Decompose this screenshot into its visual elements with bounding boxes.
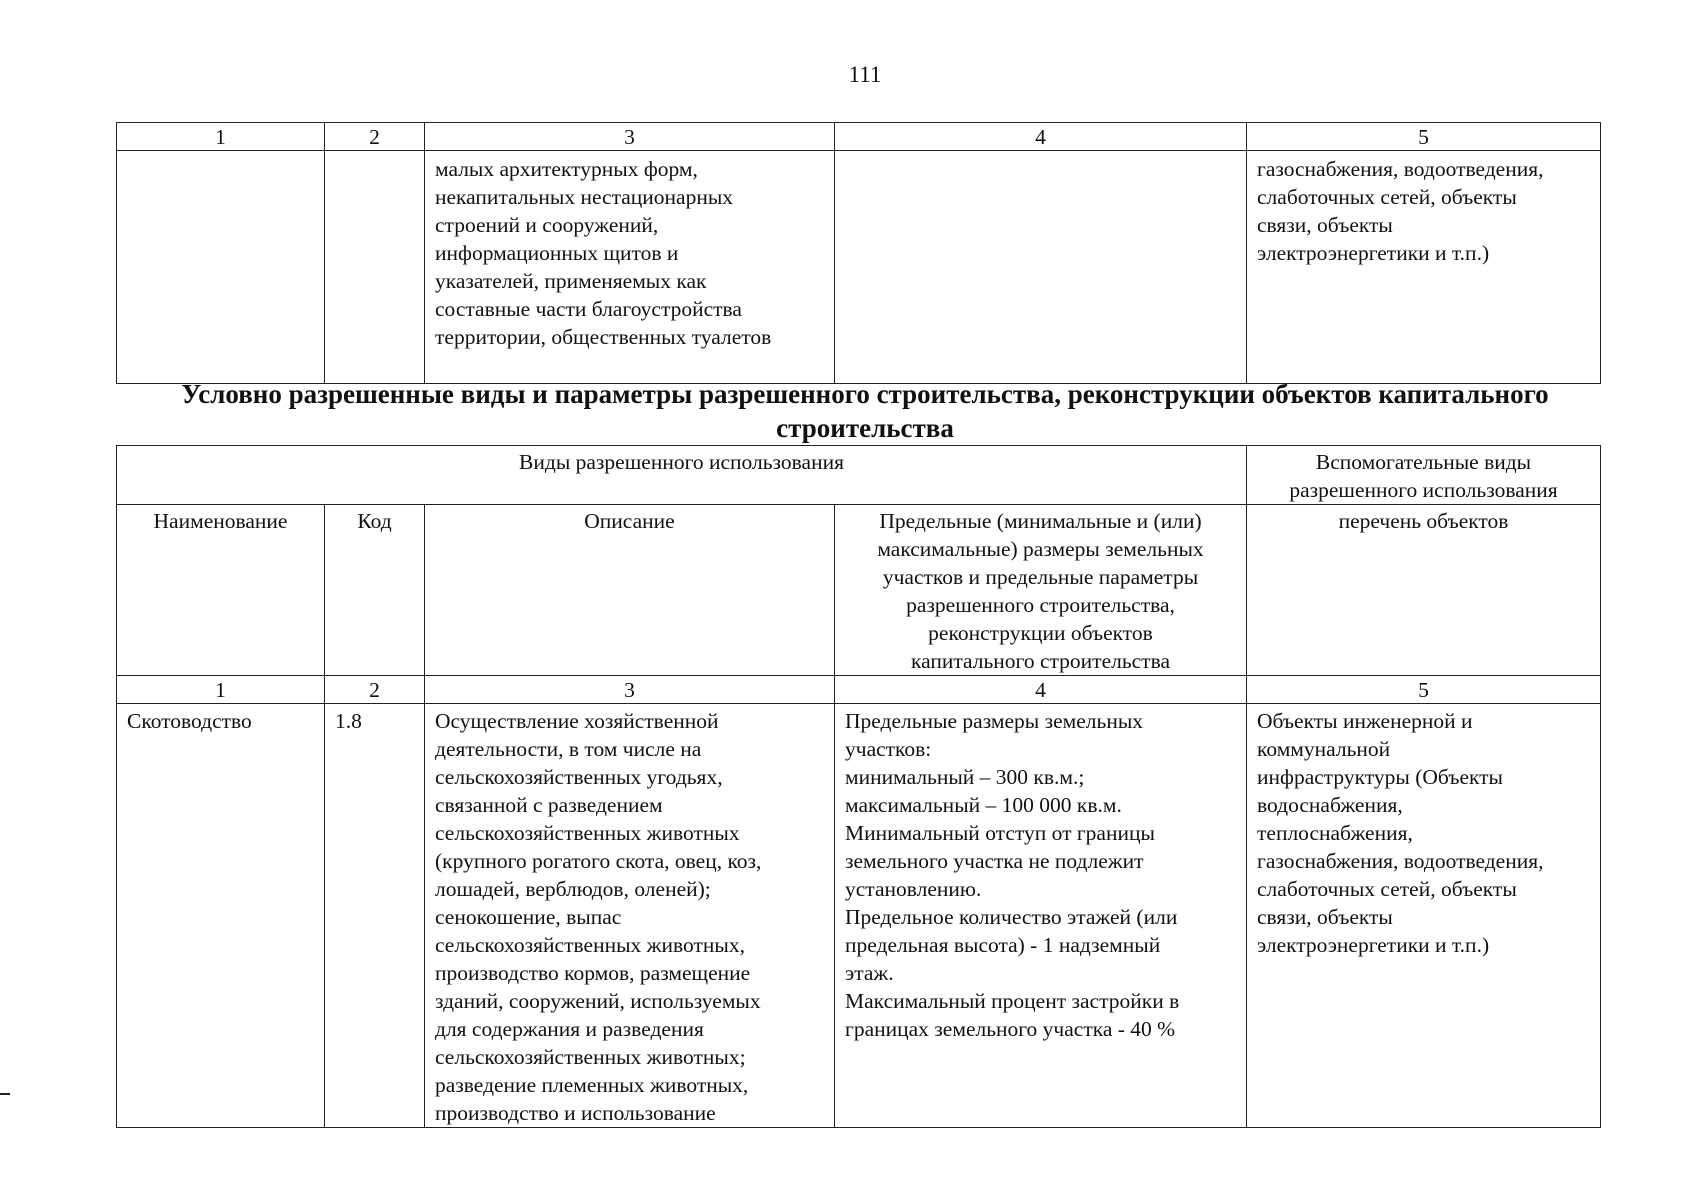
description-cell: малых архитектурных форм, некапитальных нестационарных строений и сооружений, информационных щитов и указателей, применяемых как составные части благоустройства территории, общественных туалетов — [425, 151, 835, 384]
code-cell: 1.8 — [325, 704, 425, 1128]
parameters-header: Предельные (минимальные и (или) максимальные) размеры земельных участков и предельные параметры разрешенного строительства, реконструкции объектов капитального строительства — [835, 505, 1247, 676]
column-number: 2 — [325, 676, 425, 704]
name-cell — [117, 151, 325, 384]
column-number-row — [117, 676, 1601, 704]
column-number: 3 — [425, 123, 835, 151]
column-number: 4 — [835, 123, 1247, 151]
permitted-uses-header: Виды разрешенного использования — [117, 446, 1247, 505]
name-cell: Скотоводство — [117, 704, 325, 1128]
column-header-row — [117, 505, 1601, 676]
table-row — [117, 151, 1601, 384]
code-header: Код — [325, 505, 425, 676]
continuation-table — [116, 122, 1601, 384]
column-number: 4 — [835, 676, 1247, 704]
group-header-row — [117, 446, 1601, 505]
name-header: Наименование — [117, 505, 325, 676]
description-header: Описание — [425, 505, 835, 676]
margin-mark — [0, 1093, 10, 1095]
auxiliary-header: перечень объектов — [1247, 505, 1601, 676]
column-number: 5 — [1247, 123, 1601, 151]
code-cell — [325, 151, 425, 384]
auxiliary-cell: газоснабжения, водоотведения, слаботочных сетей, объекты связи, объекты электроэнергетики и т.п.) — [1247, 151, 1601, 384]
page-number: 111 — [848, 62, 882, 87]
section-title: Условно разрешенные виды и параметры разрешенного строительства, реконструкции объектов капитального строительства — [181, 379, 1549, 443]
column-number: 3 — [425, 676, 835, 704]
permitted-uses-table — [116, 445, 1601, 1128]
column-number: 2 — [325, 123, 425, 151]
description-cell: Осуществление хозяйственной деятельности, в том числе на сельскохозяйственных угодьях, связанной с разведением сельскохозяйственных животных (крупного рогатого скота, овец, коз, лошадей, верблюдов, оленей); сенокошение, выпас сельскохозяйственных животных, производство кормов, размещение зданий, сооружений, используемых для содержания и разведения сельскохозяйственных животных; разведение племенных животных, производство и использование — [425, 704, 835, 1128]
column-number: 5 — [1247, 676, 1601, 704]
parameters-cell: Предельные размеры земельных участков: минимальный – 300 кв.м.; максимальный – 100 000 кв.м. Минимальный отступ от границы земельного участка не подлежит установлению. Предельное количество этажей (или предельная высота) - 1 надземный этаж. Максимальный процент застройки в границах земельного участка - 40 % — [835, 704, 1247, 1128]
parameters-cell — [835, 151, 1247, 384]
column-number: 1 — [117, 676, 325, 704]
auxiliary-cell: Объекты инженерной и коммунальной инфраструктуры (Объекты водоснабжения, теплоснабжения, газоснабжения, водоотведения, слаботочных сетей, объекты связи, объекты электроэнергетики и т.п.) — [1247, 704, 1601, 1128]
auxiliary-uses-header: Вспомогательные виды разрешенного использования — [1247, 446, 1601, 505]
column-number: 1 — [117, 123, 325, 151]
table-row — [117, 704, 1601, 1128]
column-number-row — [117, 123, 1601, 151]
